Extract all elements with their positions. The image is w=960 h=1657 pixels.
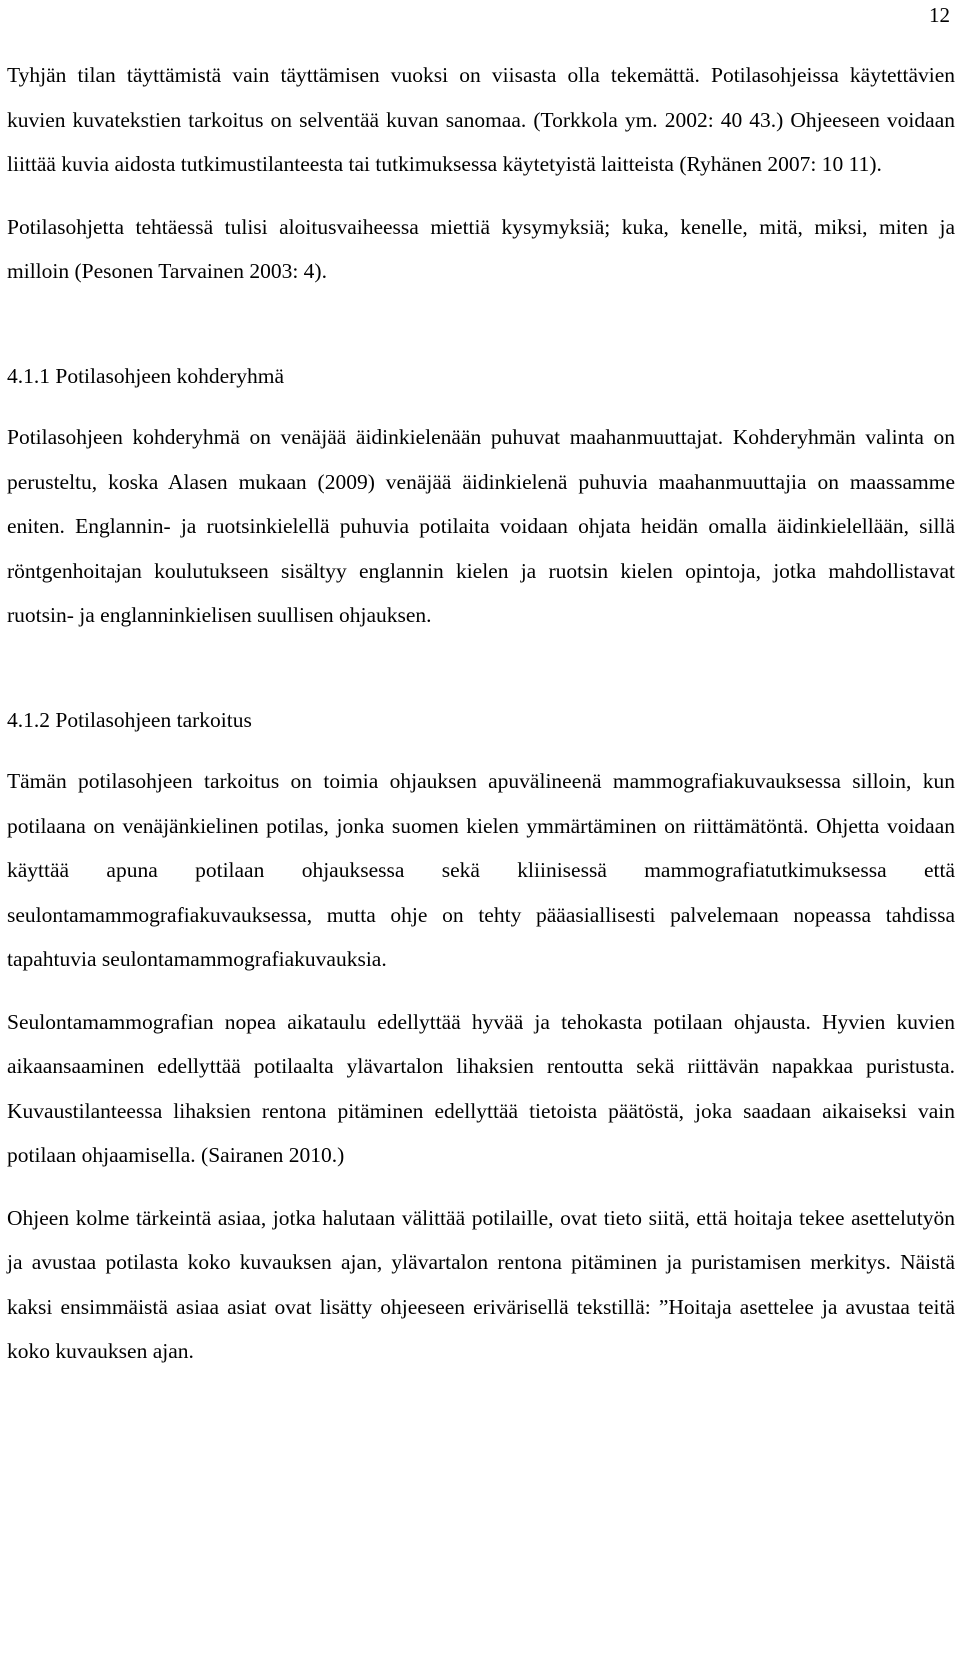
paragraph-purpose: Tämän potilasohjeen tarkoitus on toimia ohjauksen apuvälineenä mammografiakuvauksessa silloin, kun potilaana on venäjänkielinen potilas, jonka suomen kielen ymmärtäminen on riittämätöntä. Ohjetta voidaan käyttää apuna potilaan ohjauksessa sekä kliinisessä mammografiatutkimuksessa että seulontamammografiakuvauksessa, mutta ohje on tehty pääasiallisesti palvelemaan nopeassa tahdissa tapahtuvia seulontamammografiakuvauksia. bbox=[7, 769, 955, 971]
section-heading-target-group: 4.1.1 Potilasohjeen kohderyhmä bbox=[7, 363, 285, 388]
document-body bbox=[7, 53, 955, 1374]
paragraph-images: Tyhjän tilan täyttämistä vain täyttämisen vuoksi on viisasta olla tekemättä. Potilasohjeissa käytettävien kuvien kuvatekstien tarkoitus on selventää kuvan sanomaa. (Torkkola ym. 2002: 40 43.) Ohjeeseen voidaan liittää kuvia aidosta tutkimustilanteesta tai tutkimuksessa käytetyistä laitteista (Ryhänen 2007: 10 11). bbox=[7, 63, 955, 176]
page-number: 12 bbox=[929, 3, 950, 27]
section-heading-purpose: 4.1.2 Potilasohjeen tarkoitus bbox=[7, 707, 252, 732]
paragraph-screening: Seulontamammografian nopea aikataulu edellyttää hyvää ja tehokasta potilaan ohjausta. Hyvien kuvien aikaansaaminen edellyttää potilaalta ylävartalon lihaksien rentoutta sekä riittävän napakkaa puristusta. Kuvaustilanteessa lihaksien rentona pitäminen edellyttää tietoista päätöstä, joka saadaan aikaiseksi vain potilaan ohjaamisella. (Sairanen 2010.) bbox=[7, 1009, 955, 1167]
paragraph-target-group: Potilasohjeen kohderyhmä on venäjää äidinkielenään puhuvat maahanmuuttajat. Kohderyhmän valinta on perusteltu, koska Alasen mukaan (2009) venäjää äidinkielenä puhuvia maahanmuuttajia on maassamme eniten. Englannin- ja ruotsinkielellä puhuvia potilaita voidaan ohjata heidän omalla äidinkielellään, sillä röntgenhoitajan koulutukseen sisältyy englannin kielen ja ruotsin kielen opintoja, jotka mahdollistavat ruotsin- ja englanninkielisen suullisen ohjauksen. bbox=[7, 425, 955, 627]
paragraph-key-points: Ohjeen kolme tärkeintä asiaa, jotka halutaan välittää potilaille, ovat tieto siitä, että hoitaja tekee asettelutyön ja avustaa potilasta koko kuvauksen ajan, ylävartalon rentona pitäminen ja puristamisen merkitys. Näistä kaksi ensimmäistä asiaa asiat ovat lisätty ohjeeseen erivärisellä tekstillä: ”Hoitaja asettelee ja avustaa teitä koko kuvauksen ajan. bbox=[7, 1205, 955, 1363]
paragraph-questions: Potilasohjetta tehtäessä tulisi aloitusvaiheessa miettiä kysymyksiä; kuka, kenelle, mitä, miksi, miten ja milloin (Pesonen Tarvainen 2003: 4). bbox=[7, 214, 955, 283]
